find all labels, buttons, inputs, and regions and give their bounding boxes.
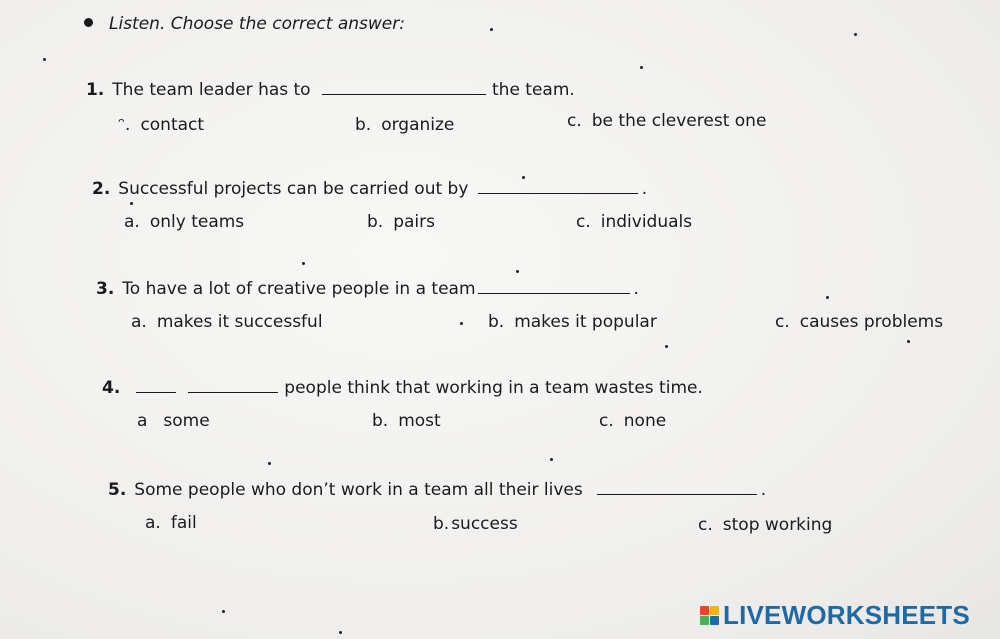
- option-3b[interactable]: b. makes it popular: [488, 312, 657, 332]
- answer-blank-5[interactable]: [597, 480, 757, 495]
- option-4b[interactable]: b. most: [372, 411, 441, 431]
- option-4a[interactable]: a some: [137, 411, 210, 431]
- answer-blank-4a[interactable]: [136, 378, 176, 393]
- instruction-heading: Listen. Choose the correct answer:: [84, 14, 405, 34]
- question-2: 2. Successful projects can be carried out by .: [92, 179, 648, 199]
- option-2c[interactable]: c. individuals: [576, 212, 693, 232]
- answer-blank-1[interactable]: [322, 80, 486, 95]
- answer-blank-4b[interactable]: [188, 378, 278, 393]
- scan-speck: [339, 631, 342, 634]
- option-3a[interactable]: a. makes it successful: [131, 312, 323, 332]
- option-2a[interactable]: a. only teams: [124, 212, 245, 232]
- scan-speck: [665, 345, 668, 348]
- question-3: 3. To have a lot of creative people in a team .: [96, 279, 639, 299]
- question-4: 4. people think that working in a team wastes time.: [102, 378, 703, 398]
- question-5: 5. Some people who don’t work in a team all their lives .: [108, 480, 767, 500]
- scan-speck: [640, 66, 643, 69]
- brand-name: LIVEWORKSHEETS: [723, 599, 970, 630]
- scan-speck: [222, 610, 225, 613]
- scan-speck: [826, 296, 829, 299]
- scan-speck: [854, 33, 857, 36]
- answer-blank-3[interactable]: [478, 279, 630, 294]
- scan-speck: [302, 262, 305, 265]
- question-1: 1. The team leader has to the team.: [86, 80, 575, 100]
- scan-speck: [460, 322, 463, 325]
- scan-speck: [490, 28, 493, 31]
- scan-speck: [268, 462, 271, 465]
- option-1a[interactable]: ᵔ. contact: [118, 115, 205, 135]
- bullet-icon: [84, 18, 93, 27]
- option-5a[interactable]: a. fail: [145, 513, 197, 533]
- scan-speck: [43, 58, 46, 61]
- answer-blank-2[interactable]: [478, 179, 638, 194]
- liveworksheets-logo[interactable]: [700, 600, 970, 630]
- option-1b[interactable]: b. organize: [355, 115, 455, 135]
- option-4c[interactable]: c. none: [599, 411, 667, 431]
- scan-speck: [516, 270, 519, 273]
- option-1c[interactable]: c. be the cleverest one: [567, 111, 767, 131]
- scan-speck: [550, 458, 553, 461]
- option-5b[interactable]: b. success: [433, 514, 518, 534]
- option-5c[interactable]: c. stop working: [698, 515, 833, 535]
- option-3c[interactable]: c. causes problems: [775, 312, 944, 332]
- option-2b[interactable]: b. pairs: [367, 212, 435, 232]
- scan-speck: [907, 340, 910, 343]
- liveworksheets-logo-icon: [700, 606, 719, 625]
- scan-speck: [130, 202, 133, 205]
